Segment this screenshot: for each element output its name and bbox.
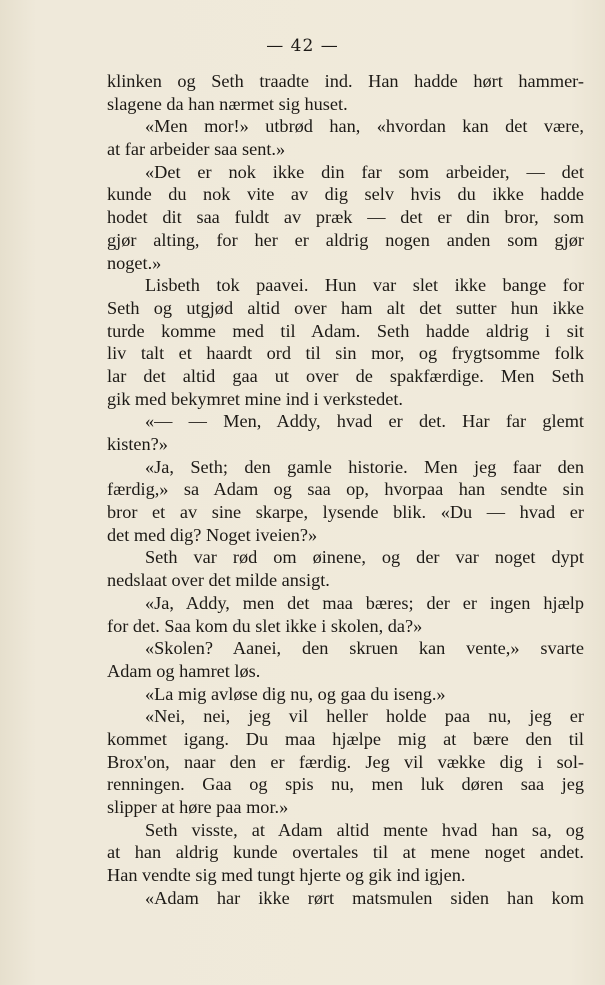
text-line: kisten?» [107,434,168,454]
text-line: «Det er nok ikke din far som arbeider, — det [145,161,584,182]
text-line: «Adam har ikke rørt matsmulen siden han kom [145,887,584,908]
text-line: nedslaat over det milde ansigt. [107,570,330,591]
text-line: at far arbeider saa sent.» [107,139,286,160]
text-line: det med dig? Noget iveien?» [107,524,318,545]
text-line: «Men mor!» utbrød han, «hvordan kan det være, [145,116,584,137]
text-line: «La mig avløse dig nu, og gaa du iseng.» [145,683,446,704]
text-line: «Skolen? Aanei, den skruen kan vente,» svarte [145,638,584,659]
text-line: turde komme med til Adam. Seth hadde aldrig i sit [107,320,584,341]
text-line: bror et av sine skarpe, lysende blik. «Du — hvad er [107,502,584,523]
text-line: Lisbeth tok paavei. Hun var slet ikke bange for [145,275,584,296]
text-line: for det. Saa kom du slet ikke i skolen, da?» [107,615,423,636]
text-line: kommet igang. Du maa hjælpe mig at bære den til [107,728,584,749]
text-line: liv talt et haardt ord til sin mor, og frygtsomme folk [107,343,584,364]
text-line: «— — Men, Addy, hvad er det. Har far glemt [145,411,584,432]
text-line: Brox'on, naar den er færdig. Jeg vil vække dig i sol- [107,751,584,772]
text-line: noget.» [107,252,162,273]
text-line: «Ja, Seth; den gamle historie. Men jeg faar den [145,456,584,477]
page-number: — 42 — [266,36,339,56]
text-line: færdig,» sa Adam og saa op, hvorpaa han sendte sin [107,479,584,500]
text-line: Seth og utgjød altid over ham alt det sutter hun ikke [107,297,584,318]
text-line: klinken og Seth traadte ind. Han hadde hørt hammer- [107,71,584,91]
text-line: hodet dit saa fuldt av præk — det er din bror, som [107,207,584,228]
text-line: Han vendte sig med tungt hjerte og gik ind igjen. [107,865,466,886]
text-line: gik med bekymret mine ind i verkstedet. [107,388,403,409]
text-line: Seth visste, at Adam altid mente hvad han sa, og [145,819,584,840]
text-line: slagene da han nærmet sig huset. [107,93,348,114]
text-line: at han aldrig kunde overtales til at mene noget andet. [107,842,584,863]
text-line: kunde du nok vite av dig selv hvis du ikke hadde [107,184,584,205]
text-line: gjør alting, for her er aldrig nogen anden som gjør [107,229,584,250]
text-line: «Nei, nei, jeg vil heller holde paa nu, jeg er [145,706,584,727]
text-line: Adam og hamret løs. [107,660,261,681]
text-line: Seth var rød om øinene, og der var noget dypt [145,547,584,568]
text-line: lar det altid gaa ut over de spakfærdige. Men Seth [107,365,584,386]
body-text [107,70,584,909]
text-line: slipper at høre paa mor.» [107,797,289,817]
text-line: renningen. Gaa og spis nu, men luk døren saa jeg [107,774,584,795]
text-line: «Ja, Addy, men det maa bæres; der er ingen hjælp [145,592,584,613]
